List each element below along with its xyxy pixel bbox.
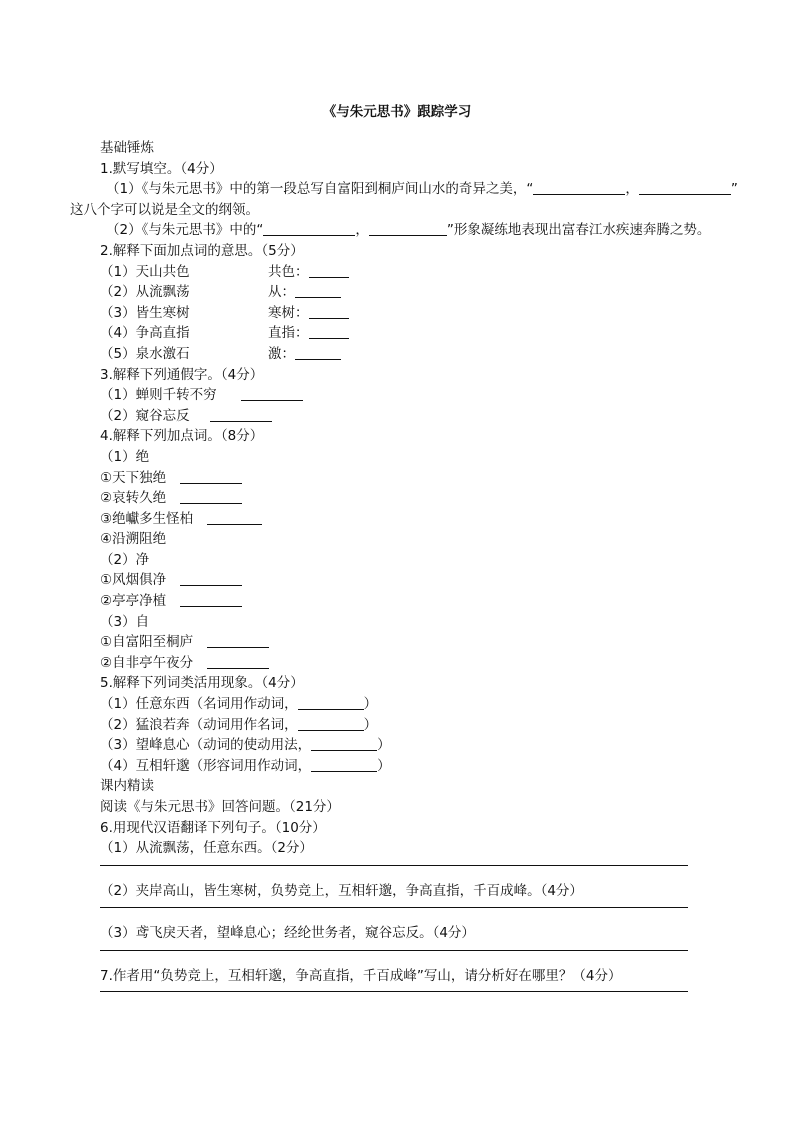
q4-item [100, 632, 732, 653]
q4-item [100, 570, 732, 591]
answer-blank[interactable] [309, 304, 349, 319]
q6-sentence-2: （2）夹岸高山，皆生寒树，负势竞上，互相轩邈，争高直指，千百成峰。（4分） [100, 882, 583, 899]
answer-blank[interactable] [207, 654, 269, 669]
answer-blank[interactable] [295, 345, 341, 360]
q4-phrase: ③绝巘多生怪柏 [100, 510, 194, 527]
answer-blank[interactable] [210, 407, 272, 422]
answer-line[interactable] [100, 901, 732, 923]
answer-blank[interactable] [639, 180, 731, 195]
q1-sub1-text: （1）《与朱元思书》中的第一段总写自富阳到桐庐间山水的奇异之美，“ [106, 181, 534, 198]
q3-heading: 3.解释下列通假字。（4分） [100, 366, 264, 383]
q5-close: ） [377, 757, 391, 774]
answer-rule [100, 865, 688, 866]
q1-sub1-continuation: 这八个字可以说是全文的纲领。 [70, 201, 259, 218]
q4-item [100, 468, 732, 489]
answer-blank[interactable] [180, 469, 242, 484]
q6-heading: 6.用现代汉语翻译下列句子。（10分） [100, 819, 326, 836]
answer-rule [100, 950, 688, 951]
answer-line[interactable] [100, 859, 732, 881]
q5-text: （4）互相轩邈（形容词用作动词， [100, 757, 312, 774]
q1-sub1-close: ” [730, 181, 738, 198]
q6-sentence-3: （3）鸢飞戾天者，望峰息心；经纶世务者，窥谷忘反。（4分） [100, 925, 475, 942]
q4-item [100, 509, 732, 530]
answer-blank[interactable] [298, 695, 364, 710]
q4-phrase: ①自富阳至桐庐 [100, 634, 194, 651]
answer-blank[interactable] [309, 324, 349, 339]
answer-rule [100, 991, 688, 992]
q1-sub2-comma: ， [355, 222, 369, 239]
answer-line[interactable] [100, 944, 732, 966]
answer-blank[interactable] [369, 221, 447, 236]
q6-sentence-1: （1）从流飘荡，任意东西。（2分） [100, 840, 313, 857]
q1-sub1-comma: ， [625, 181, 639, 198]
q5-item [100, 756, 732, 777]
answer-rule [100, 907, 688, 908]
q2-item [100, 282, 732, 303]
section-heading-basic: 基础锤炼 [100, 140, 154, 156]
q2-phrase: （1）天山共色 [100, 263, 190, 280]
answer-blank[interactable] [180, 571, 242, 586]
q2-word: 共色： [268, 263, 309, 280]
q2-word: 直指： [268, 325, 309, 342]
q2-word: 激： [268, 345, 295, 362]
q4-group-jue: （1）绝 [100, 448, 150, 465]
q5-close: ） [363, 716, 378, 733]
q5-item [100, 694, 732, 715]
section-heading-reading: 课内精读 [100, 778, 154, 795]
answer-blank[interactable] [311, 736, 377, 751]
q4-phrase: ②亭亭净植 [100, 593, 167, 610]
answer-blank[interactable] [180, 592, 242, 607]
q5-text: （1）任意东西（名词用作动词， [100, 696, 298, 713]
q4-phrase: ②哀转久绝 [100, 490, 167, 507]
q5-item [100, 715, 732, 736]
q2-item [100, 262, 732, 283]
q4-phrase: ①风烟俱净 [100, 572, 167, 589]
q2-phrase: （5）泉水激石 [100, 345, 190, 362]
q4-item: ④沿溯阻绝 [100, 531, 167, 548]
answer-blank[interactable] [298, 716, 364, 731]
q2-item [100, 323, 732, 344]
q5-close: ） [363, 696, 378, 713]
answer-blank[interactable] [311, 757, 377, 772]
answer-blank[interactable] [207, 510, 262, 525]
q1-sub2 [100, 220, 732, 241]
answer-blank[interactable] [241, 386, 303, 401]
q2-item [100, 303, 732, 324]
answer-blank[interactable] [533, 180, 625, 195]
q2-phrase: （3）皆生寒树 [100, 304, 190, 321]
q7-heading: 7.作者用“负势竞上，互相轩邈，争高直指，千百成峰”写山，请分析好在哪里？（4分） [100, 967, 622, 984]
q5-heading: 5.解释下列词类活用现象。（4分） [100, 675, 304, 692]
q4-group-jing: （2）净 [100, 551, 150, 568]
q4-group-zi: （3）自 [100, 613, 150, 630]
q1-heading: 1.默写填空。（4分） [100, 160, 223, 177]
q4-heading: 4.解释下列加点词。（8分） [100, 428, 264, 445]
q4-item [100, 591, 732, 612]
answer-blank[interactable] [180, 489, 242, 504]
page-title: 《与朱元思书》跟踪学习 [322, 104, 472, 120]
reading-intro: 阅读《与朱元思书》回答问题。（21分） [100, 799, 340, 815]
answer-blank[interactable] [309, 263, 349, 278]
answer-blank[interactable] [263, 221, 355, 236]
q1-sub2-close: ”形象凝练地表现出富春江水疾速奔腾之势。 [446, 222, 711, 239]
q1-sub1 [100, 179, 738, 200]
q5-close: ） [377, 737, 391, 754]
q2-phrase: （2）从流飘荡 [100, 284, 190, 301]
answer-line[interactable] [100, 987, 732, 1007]
answer-blank[interactable] [295, 283, 341, 298]
q2-phrase: （4）争高直指 [100, 325, 190, 342]
q2-item [100, 344, 732, 365]
q5-text: （3）望峰息心（动词的使动用法， [100, 737, 312, 754]
q2-word: 从： [268, 284, 295, 301]
q4-item [100, 488, 732, 509]
q3-item [100, 406, 732, 427]
worksheet-content [70, 138, 738, 1007]
q5-text: （2）猛浪若奔（动词用作名词， [100, 716, 298, 733]
q4-phrase: ①天下独绝 [100, 469, 167, 486]
q3-phrase: （2）窥谷忘反 [100, 407, 190, 424]
q3-item [100, 385, 732, 406]
answer-blank[interactable] [207, 633, 269, 648]
q1-sub2-text: （2）《与朱元思书》中的“ [106, 222, 264, 239]
q4-item [100, 653, 732, 674]
q5-item [100, 735, 732, 756]
q4-phrase: ②自非亭午夜分 [100, 654, 194, 671]
q3-phrase: （1）蝉则千转不穷 [100, 387, 217, 404]
q2-word: 寒树： [268, 304, 309, 321]
q2-heading: 2.解释下面加点词的意思。（5分） [100, 242, 304, 259]
